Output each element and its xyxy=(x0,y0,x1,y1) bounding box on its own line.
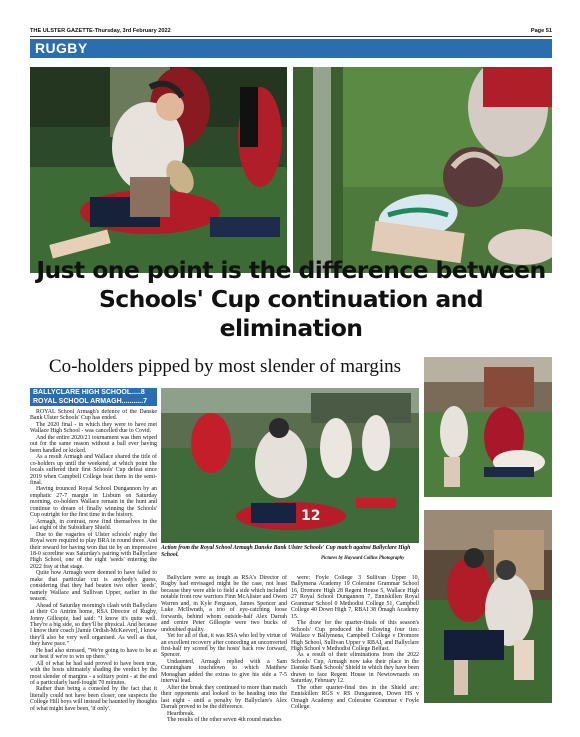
photo-try-line-image xyxy=(293,67,552,273)
photo-right-bottom xyxy=(424,510,552,703)
paragraph: After the break they continued to more than match their opponents and looked to be heading into the last eight - until a penalty by Ballyclare's Alex Darrah proved to be the difference. xyxy=(161,684,287,711)
photo-centre-action-image xyxy=(161,388,419,543)
photo-tackle-image xyxy=(30,67,287,273)
score-line-armagh: ROYAL SCHOOL ARMAGH...........7 xyxy=(33,397,147,405)
paragraph: Heartbreak. xyxy=(167,710,195,717)
svg-text:12: 12 xyxy=(301,508,321,524)
paragraph: He had also stressed, "We're going to have to be at our best if we're to win up there." xyxy=(30,647,157,661)
photo-try-line xyxy=(293,67,552,273)
paragraph: The other quarter-final ties in the Shield are: Enniskillen RGS v RS Dungannon, Down HS v Omagh Academy and Coleraine Grammar v Foyle College. xyxy=(291,684,419,711)
paragraph: Rather than being a consoled by the fact that it literally could not have been closer, one suspects the College Hill boys will instead be haunted by thoughts of what might have been, 'if only'. xyxy=(30,686,157,712)
paragraph: The results of the other seven 4th round matches xyxy=(167,716,282,723)
paragraph: Armagh, in contrast, now find themselves in the last eight of the Subsidiary Shield. xyxy=(30,518,157,532)
paragraph: ROYAL School Armagh's defence of the Danske Bank Ulster Schools' Cup has ended. xyxy=(30,409,157,422)
photo-right-top-image xyxy=(424,357,552,497)
headline: Just one point is the difference between Schools' Cup continuation and elimination xyxy=(36,256,546,342)
article-column-1 xyxy=(30,409,157,727)
masthead-rule xyxy=(30,36,552,37)
photo-centre-action xyxy=(161,388,419,543)
subheadline: Co-holders pipped by most slender of margins xyxy=(48,356,402,377)
paragraph: And the entire 2020/21 tournament was then wiped out for the same reason without a ball ever having been handled or kicked. xyxy=(30,434,157,454)
paragraph: As a result of their eliminations from the 2022 Schools' Cup, Armagh now take their place in the Danske Bank Schools' Shield in which they have been drawn to face Regent House in Newtownards on Saturday, February 12. xyxy=(291,652,419,685)
photo-credit: Pictures by Hayward Collins Photography xyxy=(321,556,405,561)
photo-caption: Action from the Royal School Armagh Danske Bank Ulster Schools' Cup match against Ballyclare High School. xyxy=(161,545,411,558)
paragraph: As a result Armagh and Wallace shared the title of co-holders up until the weekend, at which point the locals suffered their first Schools' Cup defeat since 2019 when Campbell College beat them in the semi-final. xyxy=(30,454,157,486)
paragraph: Yet for all of that, it was RSA who led by virtue of an excellent recovery after conceding an unconverted first-half try scored by the hosts' back row forward, Spencer. xyxy=(161,633,287,659)
paragraph: The draw for the quarter-finals of this season's Schools' Cup produced the following four ties: Wallace v Ballymena, Campbell College v Dromore High School, Sullivan Upper v RBAI, and Ballyclare High School v Methodist College Belfast. xyxy=(291,620,419,652)
photo-right-top xyxy=(424,357,552,497)
paragraph: Quite how Armagh were deemed to have failed to make that particular cut is anybody's guess, considering that they had beaten two other 'seeds', namely Wallace and Sullivan Upper, earlier in the season. xyxy=(30,570,157,603)
article-column-3 xyxy=(291,575,419,727)
photo-right-bottom-image xyxy=(424,510,552,703)
paragraph: All of what he had said proved to have been true, with the hosts ultimately shading the verdict by the most slender of margins - a solitary point - at the end of a particularly hard-fought 70 minutes. xyxy=(30,660,157,687)
paragraph: Having trounced Royal School Dungannon by an emphatic 27-7 margin in Lisburn on Saturday morning, co-holders Wallace remain in the hunt and continue to dream of finally winning the Schools' Cup outright for the first time in the history. xyxy=(30,486,157,519)
paragraph: were: Foyle College 3 Sullivan Upper 10, Ballymena Academy 19 Coleraine Grammar School 16, Dromore High 28 Regent House 5, Wallace High 27 Royal School Dungannon 7, Enniskillen Royal Grammar School 0 Methodist College 51, Campbell College 40 Down High 7, RBAI 38 Omagh Academy 15. xyxy=(291,575,419,620)
score-line-ballyclare: BALLYCLARE HIGH SCHOOL.....8 xyxy=(33,389,145,396)
paragraph: Ballyclare were as tough as RSA's Director of Rugby had envisaged might be the case, not least because they were able to field a side which included notable front row warriors Finn McAlister and Owen Warren and, in Kyle Ferguson, James Spencer and Luke McIlwrath, a trio of eye-catching loose forwards, behind whom outside-half Alex Darrah and centre Peter Gillespie were two bucks of undoubted quality. xyxy=(161,575,287,633)
score-box xyxy=(30,388,157,406)
paragraph: Due to the vagaries of Ulster schools' rugby the Royal were required to play BRA in round three. And their reward for having won that tie by an impressive 18-0 scoreline was Saturday's pairing with Ballyclare High School, one of the eight 'seeds' entering the 2022 fray at that stage. xyxy=(30,531,157,570)
paragraph: The 2020 final - in which they were to have met Wallace High School - was cancelled due to Covid. xyxy=(30,421,157,435)
paragraph: Ahead of Saturday morning's clash with Ballyclare at their Co Antrim home, RSA Director of Rugby, Jonny Gillespie, had said: "I know it's quite well. They're a big side, so they'll be physical. And because I know their coach [Jamie Ordish-McKeever], I know they'll also be very well organised. As well as that, they have pace." xyxy=(30,602,157,648)
section-banner xyxy=(30,39,552,58)
page-number: Page 51 xyxy=(530,28,552,34)
photo-tackle xyxy=(30,67,287,273)
masthead: THE ULSTER GAZETTE-Thursday, 3rd February 2022 xyxy=(30,28,171,34)
paragraph: Undaunted, Armagh replied with a Sam Cunningham touchdown to which Matthew Monaghan added the extras to give his side a 7-5 interval lead. xyxy=(161,658,287,685)
section-label: RUGBY xyxy=(35,40,88,56)
article-column-2 xyxy=(161,575,287,727)
